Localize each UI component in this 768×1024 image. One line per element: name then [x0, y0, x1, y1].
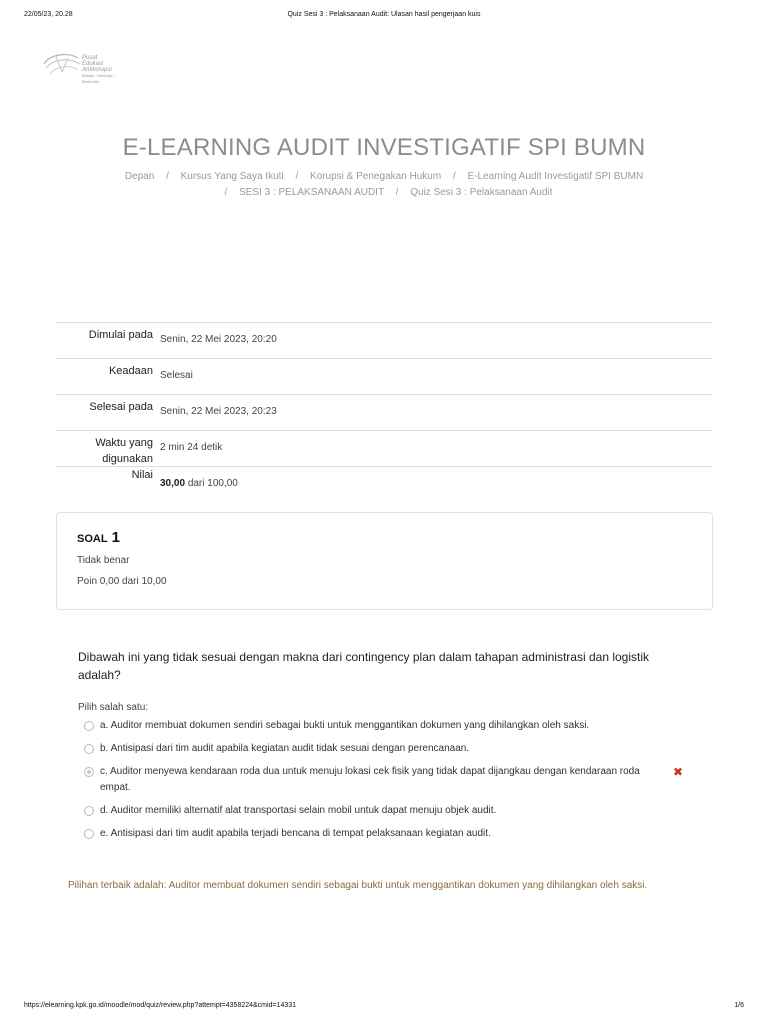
answer-text: c. Auditor menyewa kendaraan roda dua untuk menuju lokasi cek fisik yang tidak dapat dijangkau dengan kendaraan roda empat.	[100, 766, 640, 793]
breadcrumb-separator: /	[395, 187, 399, 198]
summary-row-grade	[56, 467, 713, 502]
breadcrumb-item-section[interactable]: SESI 3 : PELAKSANAAN AUDIT	[239, 187, 384, 198]
answer-text: d. Auditor memiliki alternatif alat transportasi selain mobil untuk dapat menuju objek audit.	[100, 805, 497, 816]
breadcrumb-item-my-courses[interactable]: Kursus Yang Saya Ikuti	[180, 171, 284, 182]
breadcrumb	[60, 171, 708, 182]
summary-label-line: digunakan	[102, 453, 153, 465]
radio-button[interactable]	[84, 806, 94, 816]
summary-value	[160, 478, 238, 489]
print-datetime: 22/05/23, 20.28	[24, 11, 73, 18]
logo-tagline: Belajar • Berbagi • Bertindak	[82, 73, 115, 84]
question-number-value: 1	[111, 529, 120, 546]
breadcrumb-continued	[60, 187, 708, 198]
breadcrumb-item-quiz[interactable]: Quiz Sesi 3 : Pelaksanaan Audit	[410, 187, 553, 198]
breadcrumb-item-course[interactable]: E-Learning Audit Investigatif SPI BUMN	[467, 171, 644, 182]
radio-button[interactable]	[84, 744, 94, 754]
summary-value: Senin, 22 Mei 2023, 20:20	[160, 334, 277, 345]
summary-row-state	[56, 359, 713, 395]
summary-value: Senin, 22 Mei 2023, 20:23	[160, 406, 277, 417]
logo-line-3: Antikorupsi	[82, 67, 112, 73]
summary-label: Nilai	[131, 469, 153, 481]
breadcrumb-item-category[interactable]: Korupsi & Penegakan Hukum	[310, 171, 442, 182]
question-info-box	[56, 512, 713, 610]
summary-row-started	[56, 323, 713, 359]
grade-suffix: dari 100,00	[187, 478, 238, 489]
print-page-number: 1/6	[734, 1002, 744, 1009]
summary-label: Keadaan	[108, 365, 153, 377]
attempt-summary-table	[56, 322, 713, 502]
logo-text	[82, 55, 132, 85]
answer-text: b. Antisipasi dari tim audit apabila kegiatan audit tidak sesuai dengan perencanaan.	[100, 743, 470, 754]
answer-text: e. Antisipasi dari tim audit apabila terjadi bencana di tempat pelaksanaan kegiatan audit.	[100, 828, 491, 839]
logo-line-1: Pusat	[82, 55, 98, 61]
radio-button[interactable]	[84, 721, 94, 731]
summary-value: Selesai	[160, 370, 193, 381]
incorrect-icon: ✖	[673, 765, 684, 779]
answer-prompt: Pilih salah satu:	[78, 702, 149, 713]
question-text: Dibawah ini yang tidak sesuai dengan makna dari contingency plan dalam tahapan administrasi dan logistik adalah?	[78, 650, 650, 682]
answer-option-b[interactable]	[84, 741, 704, 757]
breadcrumb-separator: /	[452, 171, 456, 182]
question-label: SOAL	[77, 533, 108, 545]
summary-label-line: Waktu yang	[95, 437, 153, 449]
summary-label: Selesai pada	[89, 401, 153, 413]
radio-button-selected[interactable]	[84, 767, 94, 777]
logo-emblem-icon	[42, 50, 82, 78]
radio-button[interactable]	[84, 829, 94, 839]
question-status: Tidak benar	[77, 555, 130, 566]
answer-option-d[interactable]	[84, 803, 704, 819]
site-logo[interactable]	[42, 50, 132, 84]
print-title: Quiz Sesi 3 : Pelaksanaan Audit: Ulasan hasil pengerjaan kuis	[287, 11, 481, 18]
summary-row-time-taken	[56, 431, 713, 467]
question-number	[77, 529, 120, 546]
breadcrumb-separator: /	[166, 171, 169, 182]
answer-list	[84, 718, 704, 849]
site-title: E-LEARNING AUDIT INVESTIGATIF SPI BUMN	[122, 134, 646, 161]
grade-score: 30,00	[160, 478, 186, 489]
breadcrumb-separator: /	[224, 187, 228, 198]
breadcrumb-item-home[interactable]: Depan	[124, 171, 155, 182]
answer-option-a[interactable]	[84, 718, 704, 734]
breadcrumb-separator: /	[295, 171, 299, 182]
answer-text: a. Auditor membuat dokumen sendiri sebagai bukti untuk menggantikan dokumen yang dihilangkan oleh saksi.	[100, 720, 590, 731]
answer-option-e[interactable]	[84, 826, 704, 842]
summary-value: 2 min 24 detik	[160, 442, 223, 453]
summary-label: Dimulai pada	[88, 329, 153, 341]
answer-option-c[interactable]	[84, 764, 704, 796]
correct-answer-feedback: Pilihan terbaik adalah: Auditor membuat dokumen sendiri sebagai bukti untuk menggantikan dokumen yang dihilangkan oleh saksi.	[68, 880, 648, 891]
print-url: https://elearning.kpk.go.id/moodle/mod/quiz/review.php?attempt=4358224&cmid=14331	[24, 1002, 297, 1009]
question-points: Poin 0,00 dari 10,00	[77, 576, 167, 587]
logo-line-2: Edukasi	[82, 61, 104, 67]
summary-label	[95, 435, 153, 467]
summary-row-completed	[56, 395, 713, 431]
